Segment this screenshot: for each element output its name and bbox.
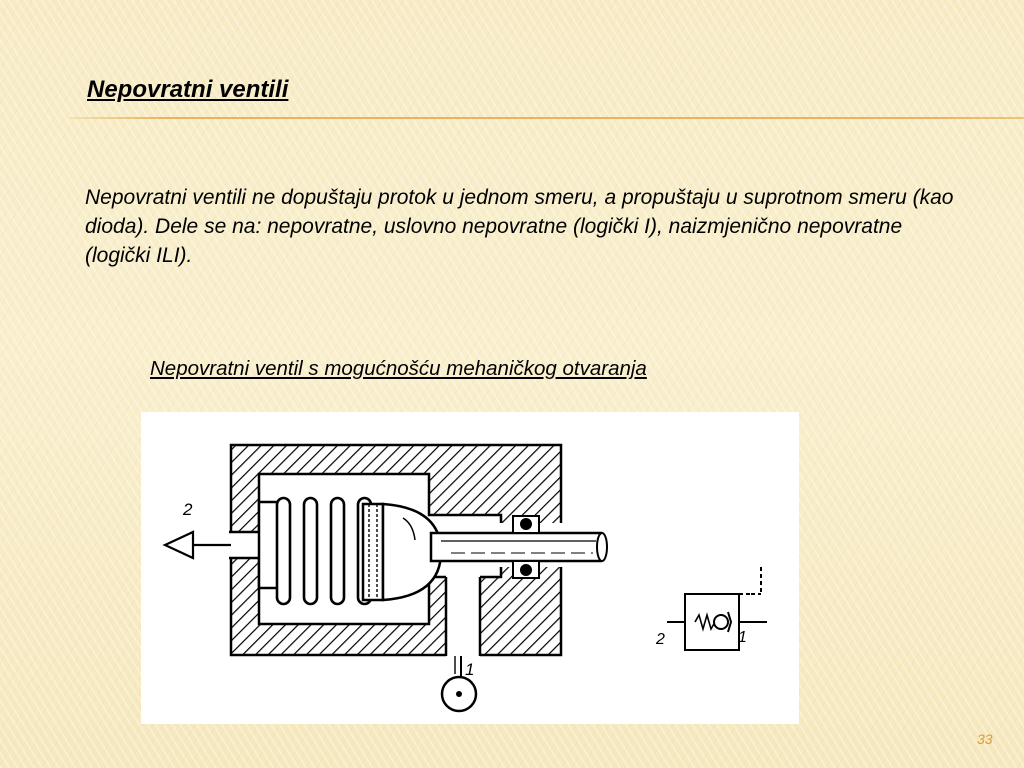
symbol-port-label-right: 1 [738, 629, 747, 646]
slide-title: Nepovratni ventili [87, 76, 289, 103]
plunger-rod [431, 533, 607, 561]
outlet-arrow [165, 532, 231, 558]
title-divider [70, 117, 1024, 119]
symbol-port-label-left: 2 [656, 631, 665, 648]
check-valve-symbol [667, 567, 767, 650]
page-number: 33 [977, 731, 993, 747]
port-label-outlet: 2 [183, 500, 193, 519]
port-label-inlet: 1 [465, 660, 475, 679]
body-paragraph: Nepovratni ventili ne dopuštaju protok u jednom smeru, a propuštaju u suprotnom smeru (kao dioda). Dele se na: nepovratne, uslovno nepovratne (logički I), naizmjenično nepovratne (logički ILI). [85, 186, 954, 267]
figure-caption: Nepovratni ventil s mogućnošću mehaničkog otvaranja [150, 357, 647, 380]
valve-diagram [141, 412, 799, 724]
valve-drawing [141, 412, 799, 724]
